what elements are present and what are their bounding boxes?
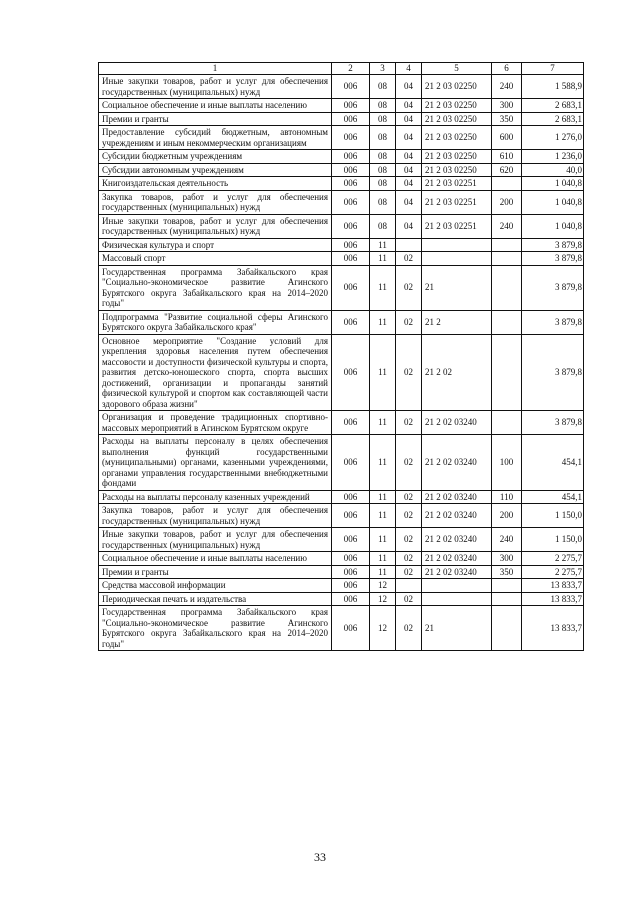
header-col-2: 2 <box>332 63 370 75</box>
row-target-code-cell: 21 2 03 02251 <box>422 190 492 214</box>
row-subsection-cell <box>396 579 422 593</box>
row-amount-cell: 13 833,7 <box>522 606 584 651</box>
row-name-cell: Основное мероприятие "Создание условий для укрепления здоровья населения путем обеспечения массовости и доступности физической культуры и спорта, развития детско-юношеского спорта, спорта высших достижений, организации и пропаганды занятий физической культурой и спортом как составляющей части здорового образа жизни" <box>99 334 332 411</box>
row-name-cell: Премии и гранты <box>99 112 332 126</box>
row-admin-code-cell: 006 <box>332 552 370 566</box>
row-admin-code-cell: 006 <box>332 112 370 126</box>
table-row <box>99 606 584 651</box>
row-target-code-cell: 21 2 03 02250 <box>422 126 492 150</box>
row-subsection-cell: 04 <box>396 177 422 191</box>
row-section-cell: 11 <box>370 334 396 411</box>
row-expense-type-cell: 620 <box>492 163 522 177</box>
row-expense-type-cell <box>492 606 522 651</box>
row-target-code-cell: 21 2 02 <box>422 334 492 411</box>
row-name-cell: Субсидии автономным учреждениям <box>99 163 332 177</box>
row-subsection-cell: 04 <box>396 112 422 126</box>
header-col-6: 6 <box>492 63 522 75</box>
row-section-cell: 11 <box>370 265 396 310</box>
row-name-cell: Книгоиздательская деятельность <box>99 177 332 191</box>
row-admin-code-cell: 006 <box>332 579 370 593</box>
table-row <box>99 592 584 606</box>
row-subsection-cell: 02 <box>396 310 422 334</box>
row-admin-code-cell: 006 <box>332 265 370 310</box>
header-col-7: 7 <box>522 63 584 75</box>
row-name-cell: Закупка товаров, работ и услуг для обеспечения государственных (муниципальных) нужд <box>99 190 332 214</box>
row-name-cell: Социальное обеспечение и иные выплаты населению <box>99 552 332 566</box>
row-expense-type-cell <box>492 177 522 191</box>
table-row <box>99 310 584 334</box>
row-admin-code-cell: 006 <box>332 214 370 238</box>
row-subsection-cell: 02 <box>396 552 422 566</box>
row-target-code-cell: 21 <box>422 265 492 310</box>
row-admin-code-cell: 006 <box>332 592 370 606</box>
row-target-code-cell: 21 2 03 02251 <box>422 177 492 191</box>
row-expense-type-cell <box>492 265 522 310</box>
table-row <box>99 75 584 99</box>
row-section-cell: 11 <box>370 552 396 566</box>
row-name-cell: Государственная программа Забайкальского края "Социально-экономическое развитие Агинского Бурятского округа Забайкальского края на 2014–2020 годы" <box>99 265 332 310</box>
row-admin-code-cell: 006 <box>332 606 370 651</box>
row-expense-type-cell: 610 <box>492 150 522 164</box>
table-row <box>99 334 584 411</box>
row-target-code-cell: 21 2 02 03240 <box>422 490 492 504</box>
row-amount-cell: 3 879,8 <box>522 265 584 310</box>
row-target-code-cell: 21 2 02 03240 <box>422 504 492 528</box>
row-amount-cell: 2 275,7 <box>522 565 584 579</box>
row-subsection-cell: 04 <box>396 75 422 99</box>
row-amount-cell: 454,1 <box>522 435 584 491</box>
row-name-cell: Субсидии бюджетным учреждениям <box>99 150 332 164</box>
row-subsection-cell: 02 <box>396 411 422 435</box>
row-amount-cell: 2 275,7 <box>522 552 584 566</box>
row-section-cell: 12 <box>370 592 396 606</box>
row-admin-code-cell: 006 <box>332 126 370 150</box>
row-amount-cell: 3 879,8 <box>522 411 584 435</box>
row-admin-code-cell: 006 <box>332 435 370 491</box>
row-admin-code-cell: 006 <box>332 150 370 164</box>
table-row <box>99 435 584 491</box>
table-row <box>99 565 584 579</box>
row-target-code-cell: 21 2 02 03240 <box>422 411 492 435</box>
row-admin-code-cell: 006 <box>332 163 370 177</box>
row-target-code-cell <box>422 238 492 252</box>
table-row <box>99 579 584 593</box>
row-amount-cell: 3 879,8 <box>522 238 584 252</box>
row-section-cell: 08 <box>370 126 396 150</box>
row-expense-type-cell <box>492 252 522 266</box>
row-subsection-cell: 02 <box>396 592 422 606</box>
row-section-cell: 08 <box>370 177 396 191</box>
table-row <box>99 190 584 214</box>
header-col-5: 5 <box>422 63 492 75</box>
row-section-cell: 11 <box>370 411 396 435</box>
row-target-code-cell: 21 2 03 02250 <box>422 150 492 164</box>
row-admin-code-cell: 006 <box>332 490 370 504</box>
row-expense-type-cell <box>492 411 522 435</box>
row-amount-cell: 1 236,0 <box>522 150 584 164</box>
table-row <box>99 126 584 150</box>
table-row <box>99 238 584 252</box>
row-amount-cell: 2 683,1 <box>522 112 584 126</box>
row-admin-code-cell: 006 <box>332 411 370 435</box>
row-admin-code-cell: 006 <box>332 99 370 113</box>
row-amount-cell: 1 040,8 <box>522 177 584 191</box>
table-row <box>99 552 584 566</box>
row-section-cell: 08 <box>370 112 396 126</box>
row-expense-type-cell <box>492 238 522 252</box>
row-subsection-cell: 04 <box>396 150 422 164</box>
row-admin-code-cell: 006 <box>332 528 370 552</box>
row-subsection-cell: 02 <box>396 334 422 411</box>
row-name-cell: Иные закупки товаров, работ и услуг для обеспечения государственных (муниципальных) нужд <box>99 528 332 552</box>
row-section-cell: 11 <box>370 238 396 252</box>
row-section-cell: 08 <box>370 214 396 238</box>
row-name-cell: Государственная программа Забайкальского края "Социально-экономическое развитие Агинского Бурятского округа Забайкальского края на 2014–2020 годы" <box>99 606 332 651</box>
row-target-code-cell: 21 2 02 03240 <box>422 565 492 579</box>
row-name-cell: Предоставление субсидий бюджетным, автономным учреждениям и иным некоммерческим организациям <box>99 126 332 150</box>
header-col-1: 1 <box>99 63 332 75</box>
row-target-code-cell: 21 2 03 02250 <box>422 163 492 177</box>
row-amount-cell: 454,1 <box>522 490 584 504</box>
row-section-cell: 08 <box>370 75 396 99</box>
table-row <box>99 490 584 504</box>
row-target-code-cell: 21 2 03 02251 <box>422 214 492 238</box>
row-amount-cell: 3 879,8 <box>522 334 584 411</box>
row-section-cell: 11 <box>370 435 396 491</box>
row-name-cell: Физическая культура и спорт <box>99 238 332 252</box>
row-admin-code-cell: 006 <box>332 334 370 411</box>
table-header-row <box>99 63 584 75</box>
row-expense-type-cell: 350 <box>492 565 522 579</box>
row-section-cell: 08 <box>370 190 396 214</box>
row-section-cell: 08 <box>370 99 396 113</box>
row-expense-type-cell <box>492 592 522 606</box>
row-amount-cell: 1 040,8 <box>522 214 584 238</box>
row-subsection-cell: 02 <box>396 490 422 504</box>
row-target-code-cell: 21 2 03 02250 <box>422 99 492 113</box>
table-row <box>99 265 584 310</box>
row-admin-code-cell: 006 <box>332 565 370 579</box>
row-section-cell: 11 <box>370 490 396 504</box>
header-col-3: 3 <box>370 63 396 75</box>
row-section-cell: 12 <box>370 606 396 651</box>
row-section-cell: 11 <box>370 310 396 334</box>
row-target-code-cell: 21 2 <box>422 310 492 334</box>
page-number: 33 <box>314 850 326 864</box>
row-name-cell: Социальное обеспечение и иные выплаты населению <box>99 99 332 113</box>
row-subsection-cell: 02 <box>396 528 422 552</box>
table-row <box>99 177 584 191</box>
table-row <box>99 214 584 238</box>
row-subsection-cell: 02 <box>396 252 422 266</box>
row-admin-code-cell: 006 <box>332 177 370 191</box>
row-amount-cell: 1 588,9 <box>522 75 584 99</box>
row-section-cell: 12 <box>370 579 396 593</box>
row-name-cell: Организация и проведение традиционных спортивно-массовых мероприятий в Агинском Бурятском округе <box>99 411 332 435</box>
row-name-cell: Массовый спорт <box>99 252 332 266</box>
row-admin-code-cell: 006 <box>332 504 370 528</box>
table-row <box>99 112 584 126</box>
row-expense-type-cell: 300 <box>492 552 522 566</box>
table-row <box>99 163 584 177</box>
row-target-code-cell: 21 2 02 03240 <box>422 435 492 491</box>
row-expense-type-cell: 100 <box>492 435 522 491</box>
row-section-cell: 08 <box>370 150 396 164</box>
row-name-cell: Иные закупки товаров, работ и услуг для обеспечения государственных (муниципальных) нужд <box>99 214 332 238</box>
row-name-cell: Подпрограмма "Развитие социальной сферы Агинского Бурятского округа Забайкальского края" <box>99 310 332 334</box>
row-expense-type-cell: 110 <box>492 490 522 504</box>
row-target-code-cell <box>422 579 492 593</box>
row-amount-cell: 1 150,0 <box>522 504 584 528</box>
row-subsection-cell: 04 <box>396 190 422 214</box>
row-expense-type-cell <box>492 310 522 334</box>
row-name-cell: Периодическая печать и издательства <box>99 592 332 606</box>
row-name-cell: Иные закупки товаров, работ и услуг для обеспечения государственных (муниципальных) нужд <box>99 75 332 99</box>
row-name-cell: Расходы на выплаты персоналу в целях обеспечения выполнения функций государственными (муниципальными) органами, казенными учреждениями, органами управления государственными внебюджетными фондами <box>99 435 332 491</box>
row-section-cell: 11 <box>370 528 396 552</box>
budget-table <box>98 62 584 651</box>
row-admin-code-cell: 006 <box>332 75 370 99</box>
row-expense-type-cell: 600 <box>492 126 522 150</box>
row-expense-type-cell <box>492 334 522 411</box>
table-row <box>99 528 584 552</box>
row-amount-cell: 13 833,7 <box>522 592 584 606</box>
row-expense-type-cell: 200 <box>492 504 522 528</box>
header-col-4: 4 <box>396 63 422 75</box>
row-subsection-cell: 04 <box>396 163 422 177</box>
row-target-code-cell: 21 2 02 03240 <box>422 552 492 566</box>
row-expense-type-cell: 350 <box>492 112 522 126</box>
row-subsection-cell: 04 <box>396 214 422 238</box>
row-section-cell: 11 <box>370 565 396 579</box>
row-subsection-cell: 04 <box>396 126 422 150</box>
row-subsection-cell <box>396 238 422 252</box>
row-amount-cell: 1 040,8 <box>522 190 584 214</box>
row-section-cell: 08 <box>370 163 396 177</box>
table-row <box>99 99 584 113</box>
row-admin-code-cell: 006 <box>332 238 370 252</box>
table-row <box>99 252 584 266</box>
row-amount-cell: 1 150,0 <box>522 528 584 552</box>
table-row <box>99 411 584 435</box>
row-expense-type-cell: 240 <box>492 75 522 99</box>
table-row <box>99 504 584 528</box>
row-target-code-cell: 21 2 02 03240 <box>422 528 492 552</box>
row-subsection-cell: 02 <box>396 504 422 528</box>
row-subsection-cell: 02 <box>396 606 422 651</box>
row-amount-cell: 13 833,7 <box>522 579 584 593</box>
row-subsection-cell: 02 <box>396 265 422 310</box>
row-amount-cell: 3 879,8 <box>522 310 584 334</box>
row-target-code-cell: 21 2 03 02250 <box>422 112 492 126</box>
row-amount-cell: 2 683,1 <box>522 99 584 113</box>
row-amount-cell: 40,0 <box>522 163 584 177</box>
row-name-cell: Средства массовой информации <box>99 579 332 593</box>
row-expense-type-cell: 300 <box>492 99 522 113</box>
row-expense-type-cell <box>492 579 522 593</box>
row-expense-type-cell: 240 <box>492 528 522 552</box>
row-amount-cell: 1 276,0 <box>522 126 584 150</box>
row-target-code-cell: 21 2 03 02250 <box>422 75 492 99</box>
table-row <box>99 150 584 164</box>
row-name-cell: Премии и гранты <box>99 565 332 579</box>
row-name-cell: Закупка товаров, работ и услуг для обеспечения государственных (муниципальных) нужд <box>99 504 332 528</box>
row-subsection-cell: 02 <box>396 565 422 579</box>
row-expense-type-cell: 240 <box>492 214 522 238</box>
row-section-cell: 11 <box>370 504 396 528</box>
row-subsection-cell: 04 <box>396 99 422 113</box>
row-subsection-cell: 02 <box>396 435 422 491</box>
row-expense-type-cell: 200 <box>492 190 522 214</box>
row-target-code-cell <box>422 592 492 606</box>
row-amount-cell: 3 879,8 <box>522 252 584 266</box>
row-admin-code-cell: 006 <box>332 252 370 266</box>
row-admin-code-cell: 006 <box>332 310 370 334</box>
row-section-cell: 11 <box>370 252 396 266</box>
row-target-code-cell: 21 <box>422 606 492 651</box>
row-name-cell: Расходы на выплаты персоналу казенных учреждений <box>99 490 332 504</box>
row-admin-code-cell: 006 <box>332 190 370 214</box>
row-target-code-cell <box>422 252 492 266</box>
